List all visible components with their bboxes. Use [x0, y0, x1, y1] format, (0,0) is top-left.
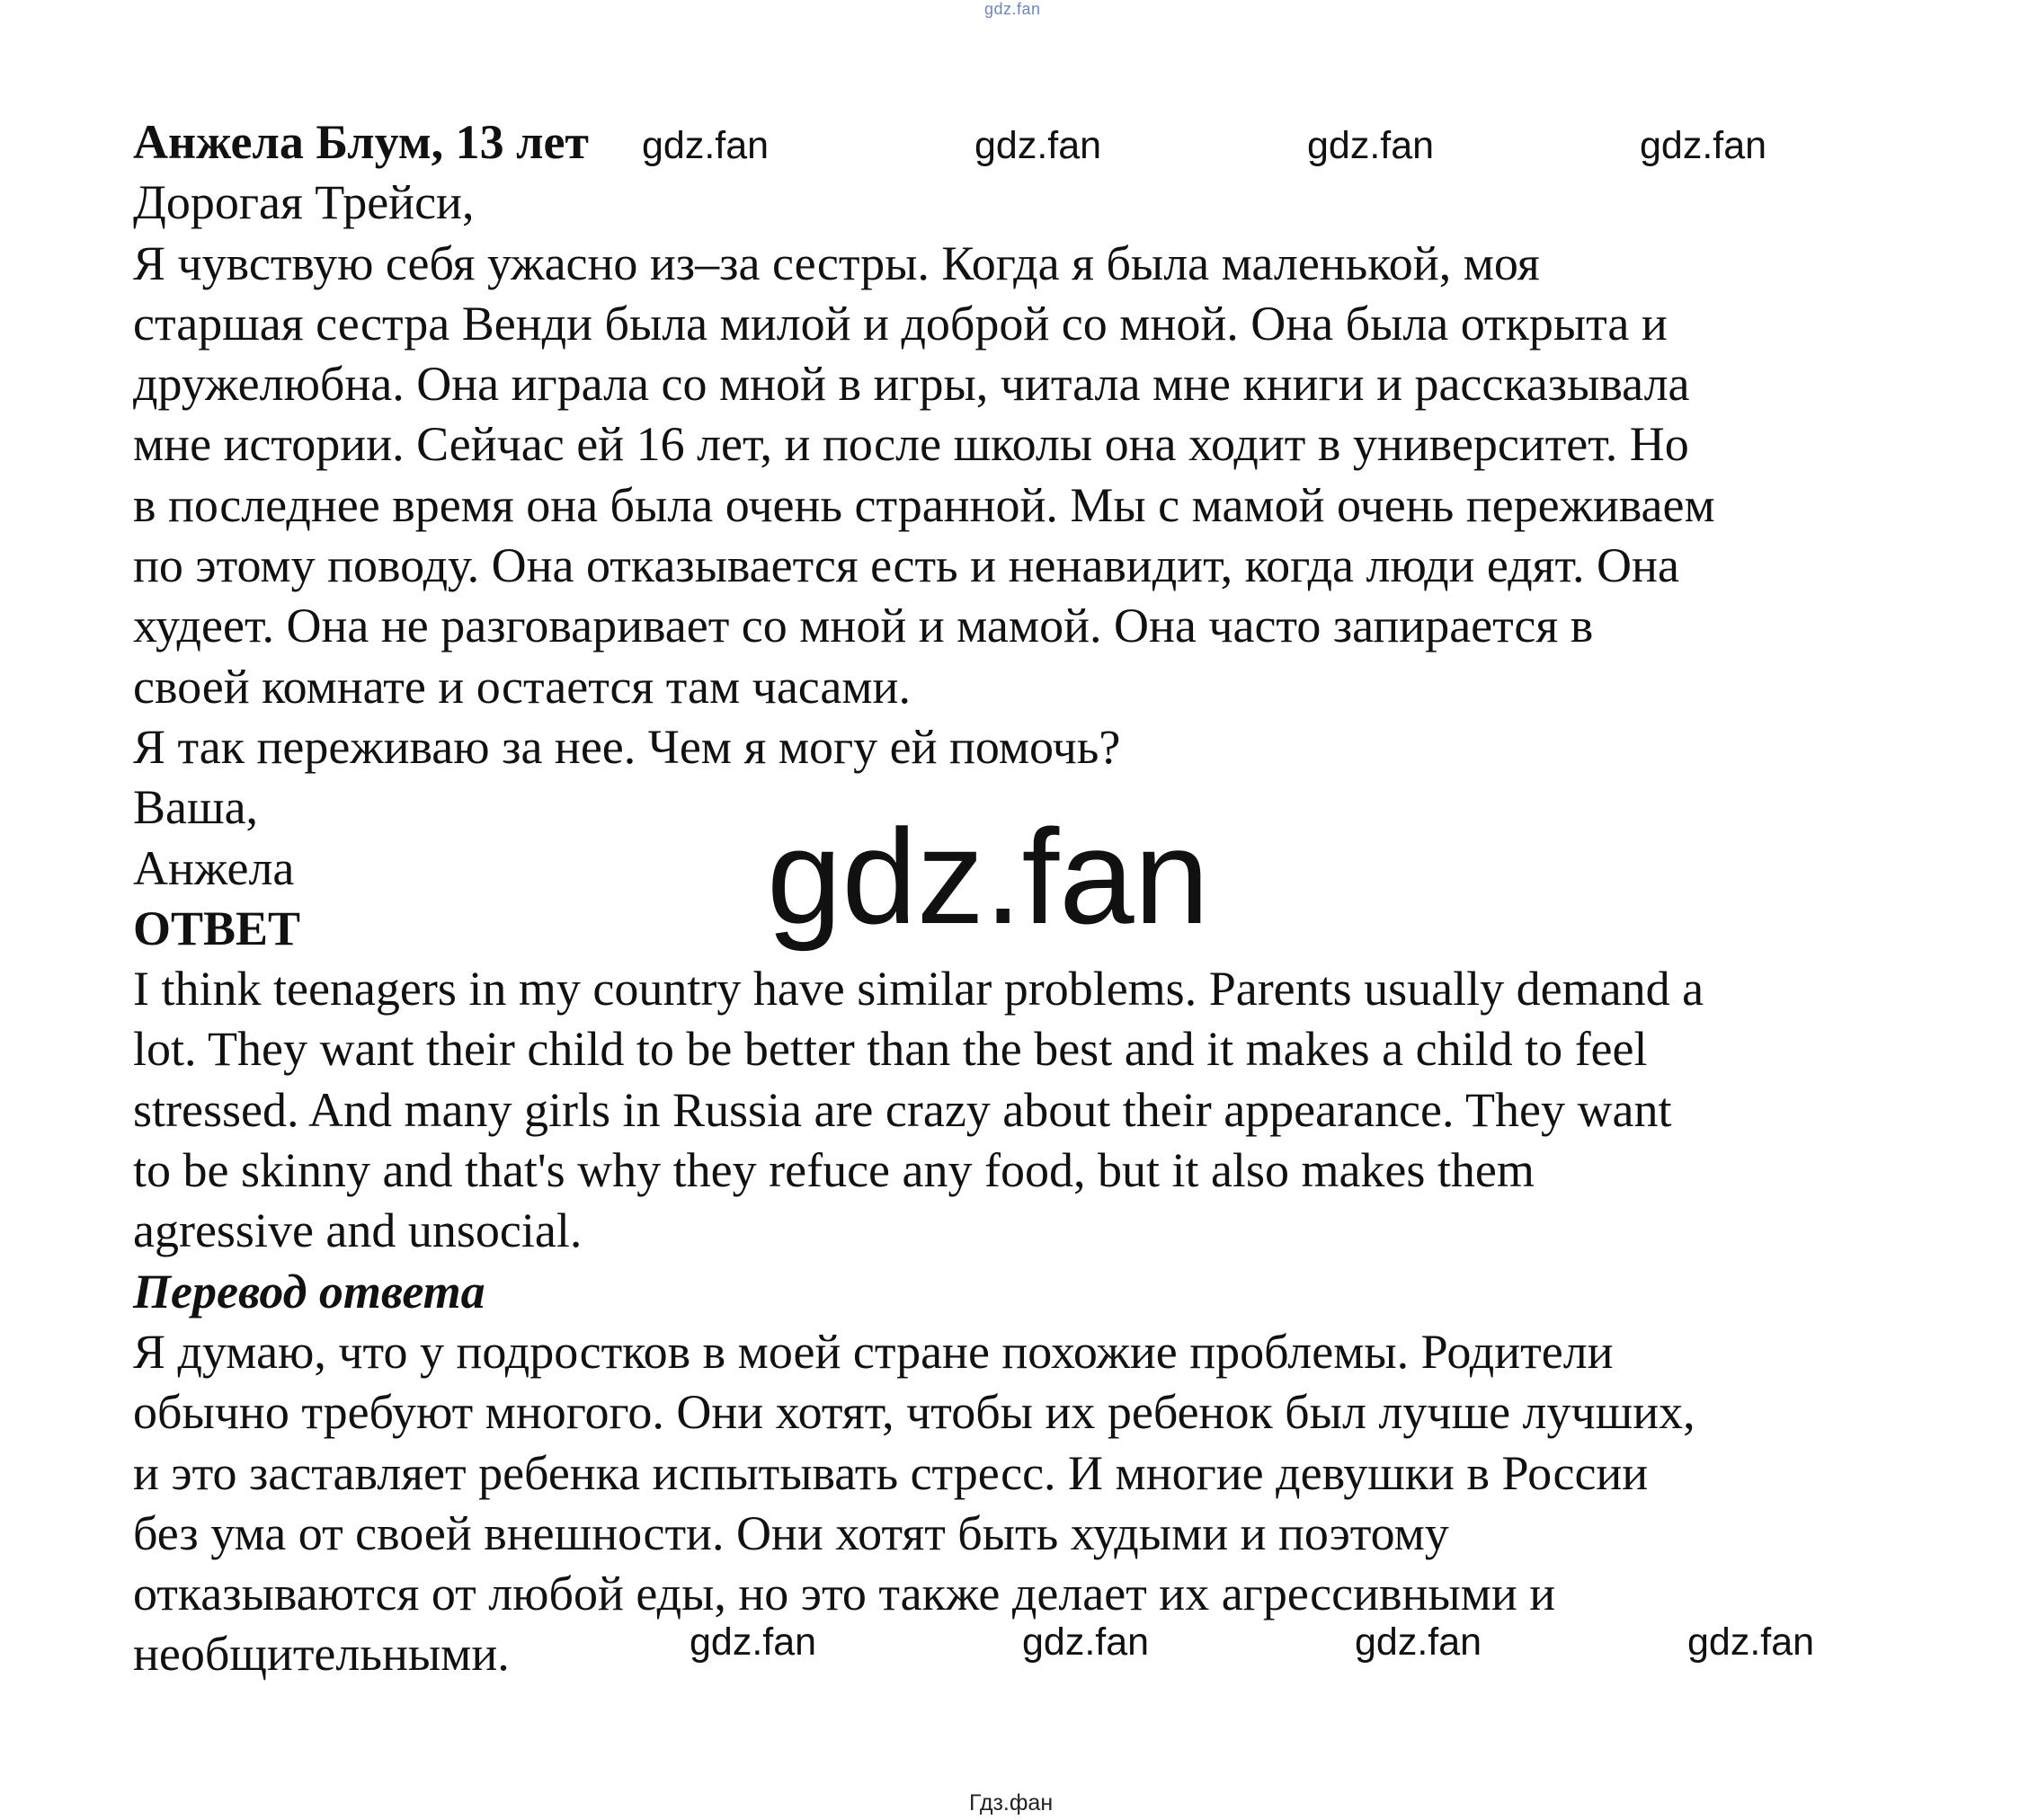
answer-line: I think teenagers in my country have similar problems. Parents usually demand a — [133, 962, 1704, 1017]
letter-salutation: Дорогая Трейси, — [133, 175, 475, 230]
watermark: gdz.fan — [974, 124, 1102, 167]
letter-line: старшая сестра Венди была милой и доброй со мной. Она была открыта и — [133, 296, 1668, 351]
watermark-row-bottom — [0, 1620, 2020, 1674]
answer-line: lot. They want their child to be better than the best and it makes a child to feel — [133, 1022, 1648, 1077]
letter-question: Я так переживаю за нее. Чем я могу ей помочь? — [133, 719, 1121, 774]
watermark: gdz.fan — [642, 124, 770, 167]
watermark: gdz.fan — [1687, 1620, 1815, 1664]
watermark: gdz.fan — [690, 1620, 817, 1664]
letter-line: своей комнате и остается там часами. — [133, 659, 911, 714]
translation-line: Я думаю, что у подростков в моей стране похожие проблемы. Родители — [133, 1324, 1614, 1379]
letter-line: худеет. Она не разговаривает со мной и мамой. Она часто запирается в — [133, 599, 1594, 653]
footer-watermark: Гдз.фан — [969, 1790, 1054, 1816]
letter-line: дружелюбна. Она играла со мной в игры, читала мне книги и рассказывала — [133, 357, 1690, 412]
answer-heading: ОТВЕТ — [133, 901, 301, 955]
letter-line: Я чувствую себя ужасно из–за сестры. Когда я была маленькой, моя — [133, 235, 1540, 290]
answer-line: stressed. And many girls in Russia are crazy about their appearance. They want — [133, 1082, 1672, 1137]
letter-line: в последнее время она была очень странной. Мы с мамой очень переживаем — [133, 477, 1715, 532]
watermark: gdz.fan — [1640, 124, 1767, 167]
letter-line: по этому поводу. Она отказывается есть и ненавидит, когда люди едят. Она — [133, 538, 1679, 593]
answer-line: agressive and unsocial. — [133, 1203, 583, 1258]
watermark-center: gdz.fan — [767, 801, 1210, 952]
watermark-row-top — [0, 124, 2020, 178]
translation-line: отказываются от любой еды, но это также делает их агрессивными и — [133, 1567, 1556, 1621]
translation-line: необщительными. — [133, 1627, 510, 1682]
letter-line: мне истории. Сейчас ей 16 лет, и после школы она ходит в университет. Но — [133, 417, 1689, 472]
answer-line: to be skinny and that's why they refuce any food, but it also makes them — [133, 1143, 1535, 1198]
letter-signature: Анжела — [133, 840, 295, 895]
translation-line: без ума от своей внешности. Они хотят быть худыми и поэтому — [133, 1505, 1449, 1560]
letter-title: Анжела Блум, 13 лет — [133, 115, 589, 169]
watermark: gdz.fan — [1307, 124, 1435, 167]
watermark: gdz.fan — [1022, 1620, 1150, 1664]
translation-line: и это заставляет ребенка испытывать стресс. И многие девушки в России — [133, 1445, 1649, 1500]
header-watermark: gdz.fan — [984, 0, 1041, 18]
watermark: gdz.fan — [1355, 1620, 1482, 1664]
translation-line: обычно требуют многого. Они хотят, чтобы их ребенок был лучше лучших, — [133, 1385, 1695, 1440]
translation-heading: Перевод ответа — [133, 1264, 485, 1318]
letter-closing: Ваша, — [133, 780, 259, 835]
